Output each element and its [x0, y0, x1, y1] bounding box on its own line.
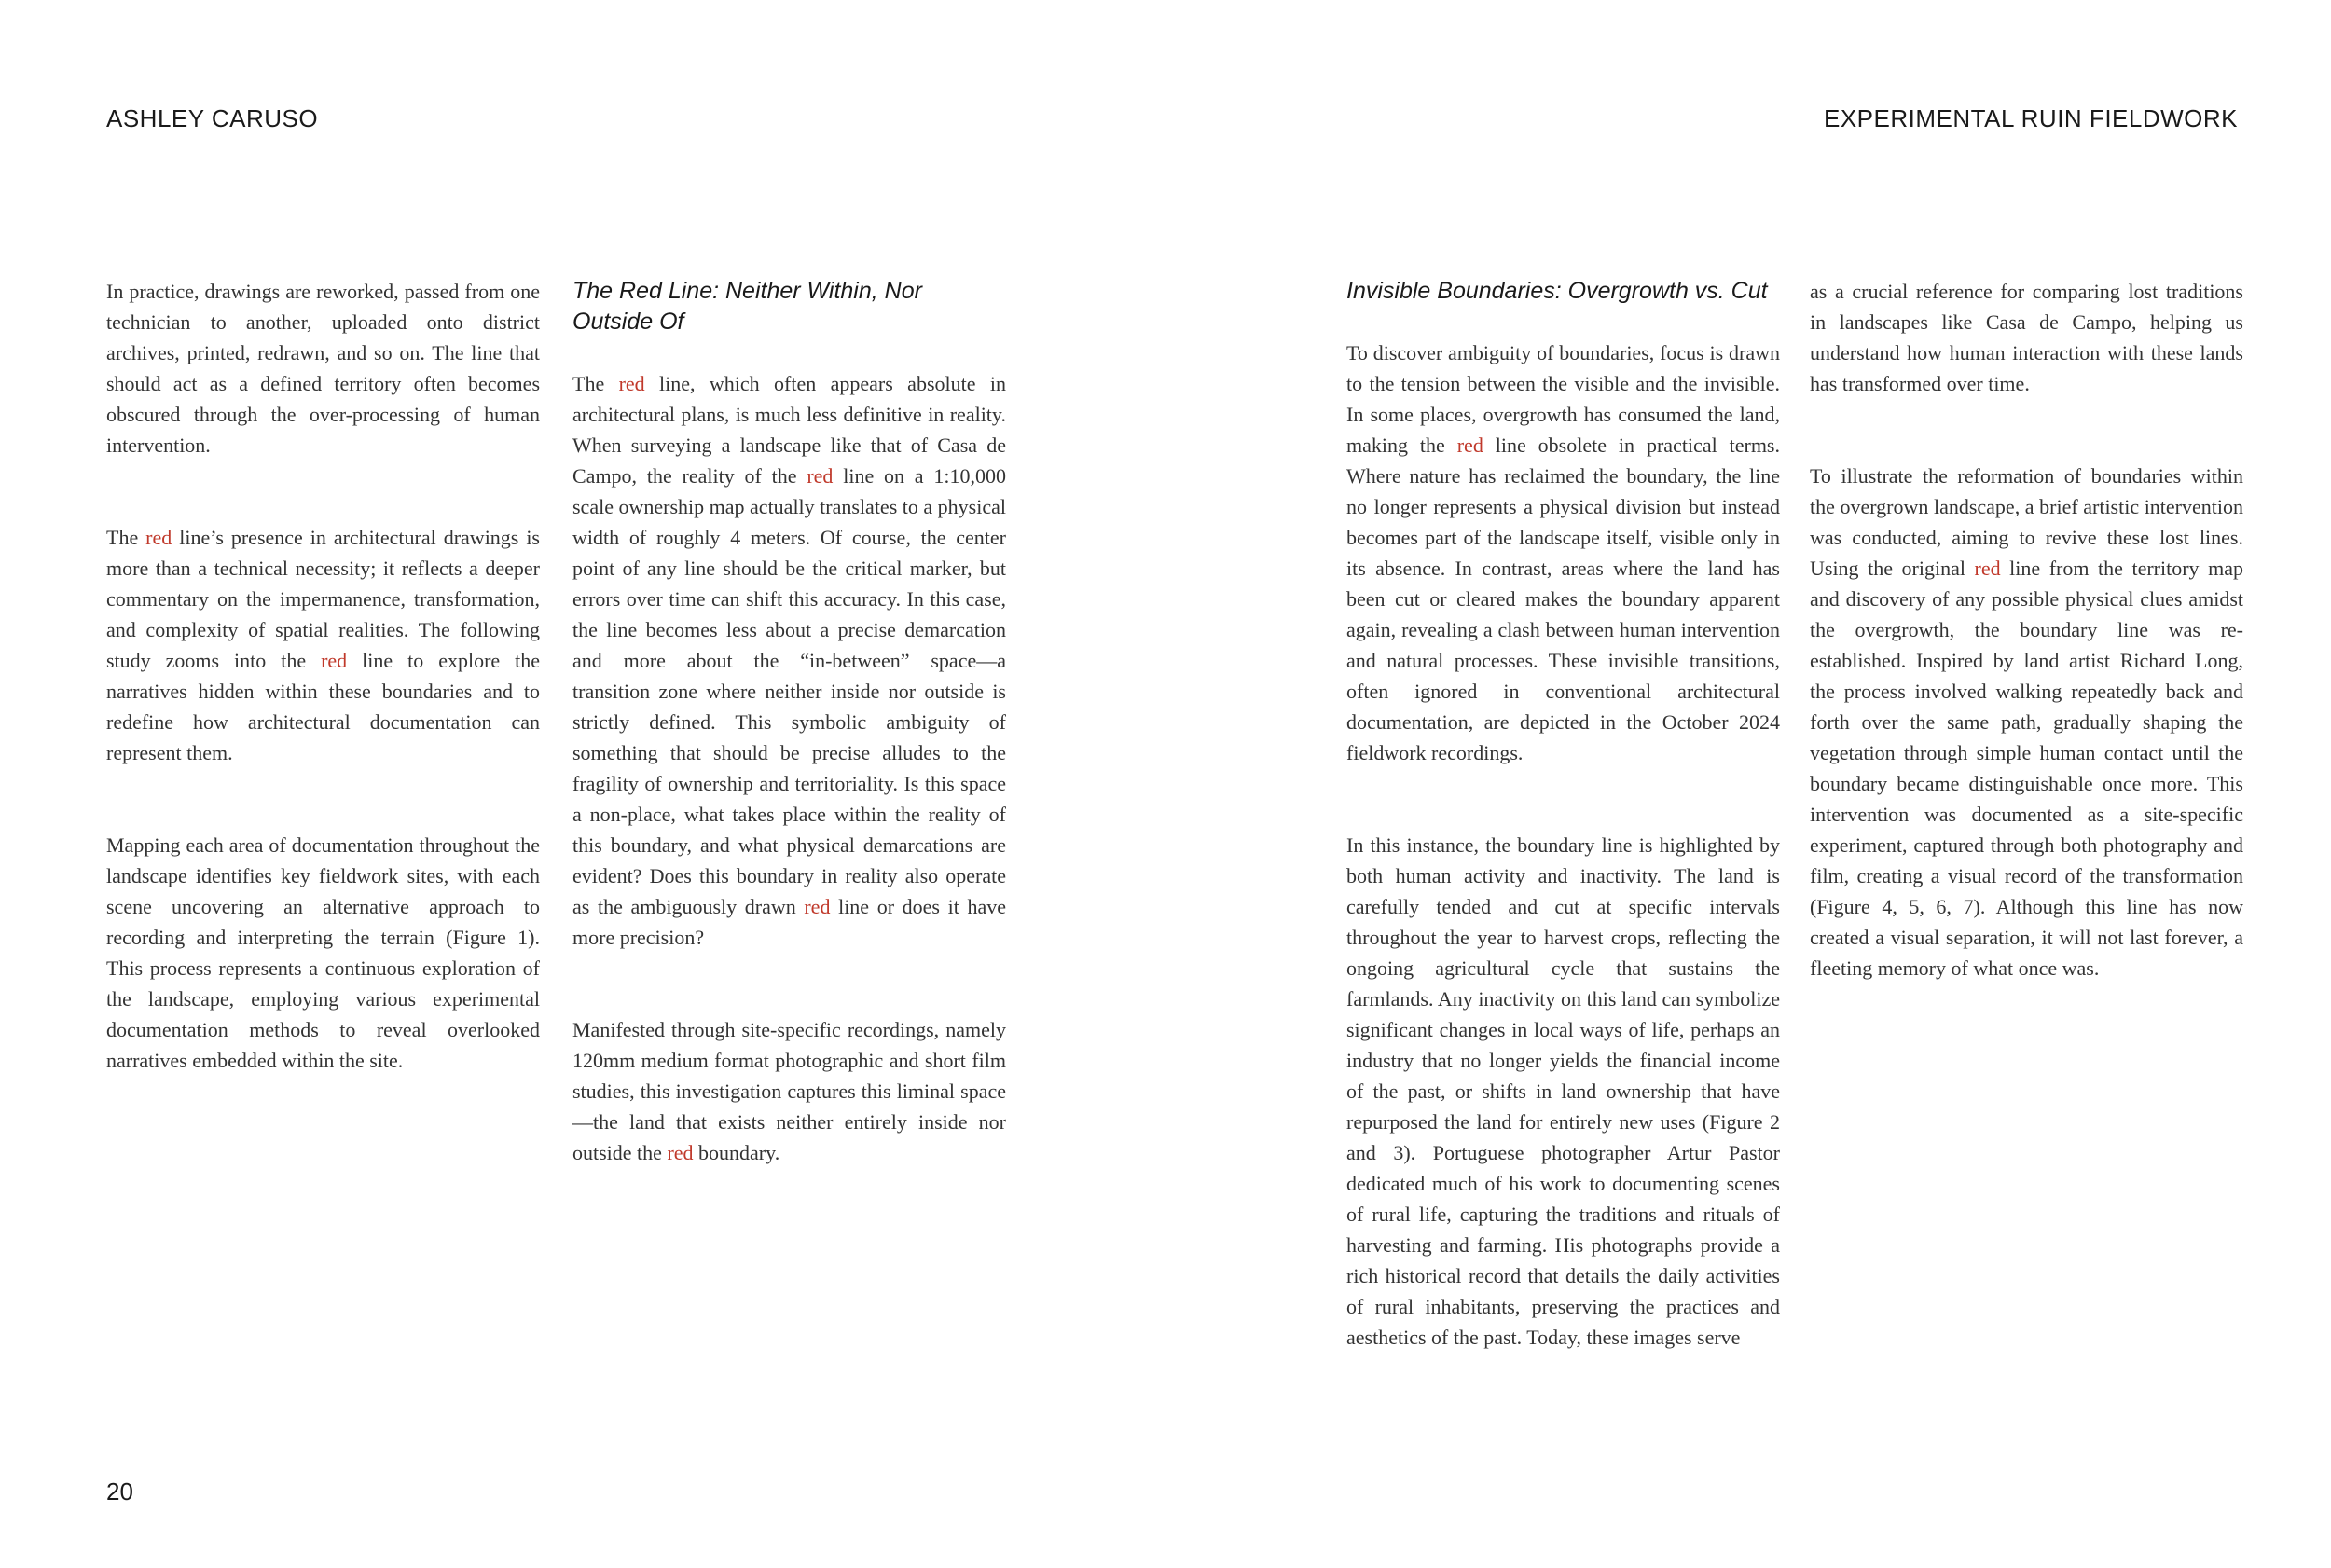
- section-heading: Invisible Boundaries: Overgrowth vs. Cut: [1346, 278, 1768, 304]
- paragraph: To discover ambiguity of boundaries, focus is drawn to the tension between the visible and the invisible. In some places, overgrowth has consumed the land, making the red line obsolete in practical terms. Where nature has reclaimed the boundary, the line no longer represents a physical division but instead becomes part of the landscape itself, visible only in its absence. In contrast, areas where the land has been cut or cleared makes the boundary apparent again, revealing a clash between human intervention and natural processes. These invisible transitions, often ignored in conventional architectural documentation, are depicted in the October 2024 fieldwork recordings.: [1346, 341, 1780, 764]
- paragraph: In this instance, the boundary line is highlighted by both human activity and inactivity. The land is carefully tended and cut at specific intervals throughout the year to harvest crops, reflecting the ongoing agricultural cycle that sustains the farmlands. Any inactivity on this land can symbolize significant changes in local ways of life, perhaps an industry that no longer yields the financial income of the past, or shifts in land ownership that have repurposed the land for entirely new uses (Figure 2 and 3). Portuguese photographer Artur Pastor dedicated much of his work to documenting scenes of rural life, capturing the traditions and rituals of harvesting and farming. His photographs provide a rich historical record that details the daily activities of rural inhabitants, preserving the practices and aesthetics of the past. Today, these images serve: [1346, 833, 1780, 1349]
- running-head-author: ASHLEY CARUSO: [106, 104, 319, 132]
- red-word: red: [1974, 557, 2001, 580]
- red-word: red: [145, 526, 172, 549]
- column-4: [1810, 276, 2243, 983]
- column-1: [106, 276, 540, 1076]
- paragraph: The red line’s presence in architectural drawings is more than a technical necessity; it reflects a deeper commentary on the impermanence, transformation, and complexity of spatial realities. The following study zooms into the red line to explore the narratives hidden within these boundaries and to redefine how architectural documentation can represent them.: [106, 526, 541, 764]
- paragraph: Manifested through site-specific recordings, namely 120mm medium format photographic and short film studies, this investigation captures this liminal space—the land that exists neither entirely inside nor outside the red boundary.: [572, 1018, 1006, 1164]
- paragraph: The red line, which often appears absolute in architectural plans, is much less definitive in reality. When surveying a landscape like that of Casa de Campo, the reality of the red line on a 1:10,000 scale ownership map actually translates to a physical width of roughly 4 meters. Of course, the center point of any line should be the critical marker, but errors over time can shift this accuracy. In this case, the line becomes less about a precise demarcation and more about the “in-between” space—a transition zone where neither inside nor outside is strictly defined. This symbolic ambiguity of something that should be precise alludes to the fragility of ownership and territoriality. Is this space a non-place, what takes place within the reality of this boundary, and what physical demarcations are evident? Does this boundary in reality also operate as the ambiguously drawn red line or does it have more precision?: [572, 372, 1006, 949]
- red-word: red: [667, 1141, 694, 1164]
- red-word: red: [1456, 433, 1483, 457]
- paragraph: Mapping each area of documentation throughout the landscape identifies key fieldwork sites, with each scene uncovering an alternative approach to recording and interpreting the terrain (Figure 1). This process represents a continuous exploration of the landscape, employing various experimental documentation methods to reveal overlooked narratives embedded within the site.: [106, 833, 540, 1072]
- red-word: red: [618, 372, 645, 395]
- red-word: red: [807, 464, 834, 488]
- page-number: 20: [106, 1478, 133, 1506]
- column-2: [572, 276, 1006, 1168]
- red-word: red: [804, 895, 831, 918]
- column-3: [1346, 276, 1780, 1353]
- paragraph: as a crucial reference for comparing lost traditions in landscapes like Casa de Campo, helping us understand how human interaction with these lands has transformed over time.: [1810, 280, 2243, 395]
- paragraph: In practice, drawings are reworked, passed from one technician to another, uploaded onto district archives, printed, redrawn, and so on. The line that should act as a defined territory often becomes obscured through the over-processing of human intervention.: [106, 280, 540, 457]
- red-word: red: [321, 649, 348, 672]
- paragraph: To illustrate the reformation of boundaries within the overgrown landscape, a brief artistic intervention was conducted, aiming to revive these lost lines. Using the original red line from the territory map and discovery of any possible physical clues amidst the overgrowth, the boundary line was re-established. Inspired by land artist Richard Long, the process involved walking repeatedly back and forth over the same path, gradually shaping the vegetation through simple human contact until the boundary became distinguishable once more. This intervention was documented as a site-specific experiment, captured through both photography and film, creating a visual record of the transformation (Figure 4, 5, 6, 7). Although this line has now created a visual separation, it will not last forever, a fleeting memory of what once was.: [1810, 464, 2243, 980]
- section-heading: The Red Line: Neither Within, Nor Outside Of: [572, 278, 922, 335]
- running-head-title: EXPERIMENTAL RUIN FIELDWORK: [1824, 104, 2238, 132]
